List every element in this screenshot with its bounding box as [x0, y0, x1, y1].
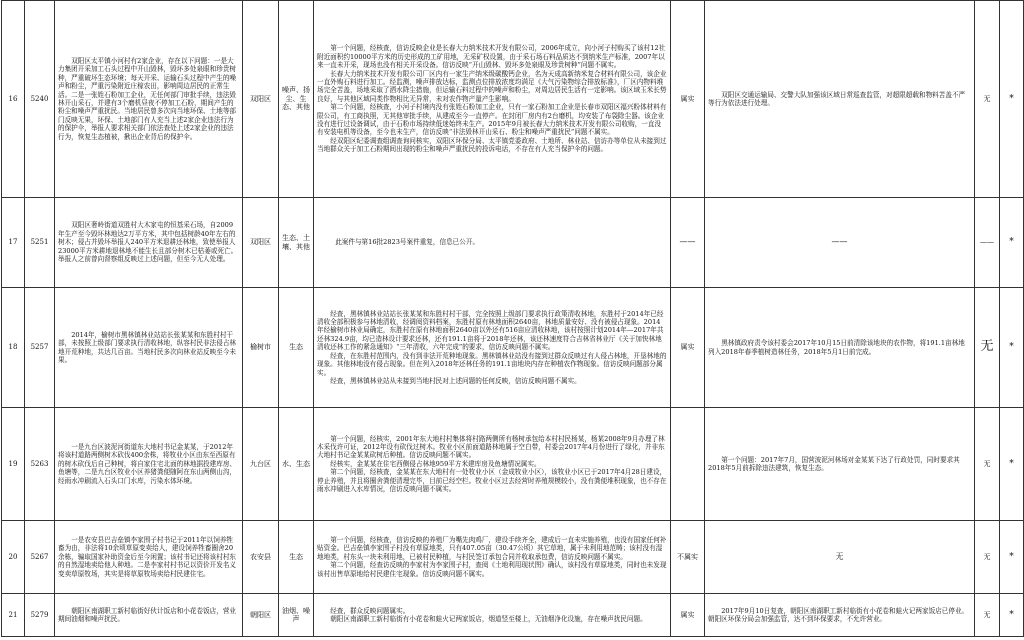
complaint-cell: [55, 1, 243, 198]
seq-cell: 16: [2, 1, 25, 198]
complaint-cell: [55, 288, 243, 408]
finding-paragraph: 朝阳区南湖职工新村临街有小花卷和蛙火记两家饭店，烟道竖至楼上，无油烟净化设施，存在噪声扰民问题。: [330, 615, 647, 623]
case-id-cell: 5240: [25, 1, 55, 198]
complaint-cell: [55, 198, 243, 288]
seq-cell: 19: [2, 408, 25, 521]
type-cell: 生态、土壤、其他: [279, 198, 314, 288]
mark-cell: *: [1000, 594, 1024, 637]
finding-paragraph: 经查，黑林镇林业站从未接到当地村民对上述问题的任何反映，信访反映问题不属实。: [330, 376, 581, 385]
finding-paragraph: 第一个问题，经核查，信访反映的养殖厂为嘴先肉鸡厂，建设手续齐全，建成后一直未实施养殖，也没有国家任何补贴资金。巴吉垒镇李家围子村没有草原地类，只有407.05亩（30.47公顷）其它草地，属于未利用地范畴；该村没有湿地地类，村东头一块未利用地，已被村民种植，与村民签订承包合同并收取承包费，信访反映问题不属实。: [317, 535, 667, 561]
handling-text: 第一个问题：2017年7月，国营波泥河林场对金某某下达了行政处罚，同时要求其2018年5月前拆除违法建筑，恢复生态。: [708, 455, 960, 472]
seq-cell: 18: [2, 288, 25, 408]
finding-paragraph: 第一个问题，经核实，2001年东大地村村集体将村路两侧所有杨树承包给本村村民杨某，杨某2008年9月办理了林木采伐许可证，2012年设有砍伐过树木。牧业小区前面道路林地属于空白带，村委会2017年4月份进行了绿化，并非东大地村书记金某某砍树后种植。信访反映问题不属实。: [317, 434, 665, 460]
table-row: [2, 521, 1024, 594]
type-cell: 噪声、扬尘、生态、其他: [279, 1, 314, 198]
accountability-cell: 无: [975, 408, 1000, 521]
accountability-cell: 无: [975, 288, 1000, 408]
verdict-cell: 不属实: [671, 521, 705, 594]
mark-cell: *: [1000, 198, 1024, 288]
complaint-text: 双阳区太平镇小河村有2家企业，存在以下问题：一是大力集团开采加工石头过程中开山毁林，毁坏多处泉眼和珍贵树种，严重破坏生态环境；每天开采、运输石头过程中产生的噪声和粉尘，严重污染附近庄稼农田，影响周边居民的正常生活。二是一张姓石粉加工企业，无任何部门审批手续，违法毁林开山采石，并建有3个磨机昼夜不停加工石粉，期间产生的粉尘和噪声严重扰民。当地居民曾多次向当地环保、土地等部门反映无果，环保、土地部门有人充当上述2家企业违法行为的保护伞，举报人要求相关部门依法查处上述2家企业的违法行为，恢复生态植被，揪出企业背后的保护伞。: [58, 56, 237, 141]
district-cell: 朝阳区: [243, 594, 279, 637]
handling-cell: [705, 594, 975, 637]
case-id-cell: 5267: [25, 521, 55, 594]
finding-paragraph: 经查，黑林镇林业站站长张某某和东胜村村干部，完全按照上级部门要求执行政策清收林地，东胜村于2014年已经清收全部积极参与林地清收，经调阅资料档案，东胜村原有林地面积2640亩，林地质量安好、没有被侵占现象。2014年经榆树市林业局确定，东胜村在原有林地面积2640亩以外还有516亩应清收林地，该村按照计划2014年—2017年共还林324.9亩，均已造林设计要求还林，还有191.1亩将于2018年还林，该还林速度符合吉林省林业厅《关于加快林地清收还林工作的紧急通知》“三年清收，六年完成”的要求，信访反映问题不属实。: [317, 309, 664, 352]
mark-cell: *: [1000, 408, 1024, 521]
handling-text: 双阳区交通运输局、交警大队加强该区域日常巡查监管，对超限超载和物料苫盖不严等行为依法进行处理。: [708, 90, 966, 107]
complaint-text: 双阳区奢岭街道双胜村大木家屯的恒基采石场，自2009年生产至今毁坏林地达2万平方米，其中包括树龄40年左右的树木；侵占并毁坏举报人240平方米退耕还林地，致使举报人23000平方米耕地退林地不能生长且部分树木已枯萎或死亡。举报人之前曾向督察组反映过上述问题，但至今无人处理。: [58, 221, 238, 264]
mark-cell: *: [1000, 288, 1024, 408]
verdict-cell: [671, 408, 705, 521]
finding-paragraph: 经双阳区纪委调查组调查询问核实，双阳区环保分局、太平镇党委政府、土地所、林业站、信访办等单位从未接到过当地群众关于加工石粉期间出现的粉尘和噪声严重扰民的投诉电话，不存在有人充当保护伞的问题。: [317, 136, 667, 154]
accountability-cell: 无: [975, 521, 1000, 594]
complaint-cell: [55, 408, 243, 521]
accountability-cell: 无: [975, 1, 1000, 198]
finding-paragraph: 经查，在东胜村范围内，没有到非法开荒种地现象。黑林镇林业站没有接到过群众反映过有人侵占林地，开垦林地的现象。其他林地没有侵占现象。但在列入2018年还林任务的191.1亩地块内存在种植农作物现象。信访反映问题部分属实。: [317, 351, 667, 377]
complaint-cell: [55, 594, 243, 637]
verdict-cell: 属实: [671, 594, 705, 637]
findings-cell: [314, 288, 671, 408]
district-cell: 九台区: [243, 408, 279, 521]
findings-cell: [314, 1, 671, 198]
finding-paragraph: 第二个问题，经核查，小河子村境内没有张姓石粉加工企业，只有一家石粉加工企业是长春市双阳区福兴粉体材料有限公司，有工商执照，无其他审批手续，从建成至今一直停产。在封闭厂房内有2台磨机，均安装了布袋除尘器。该企业没有进行过设备调试，由于石粉市场持续低迷始终未生产。2015年9月被长春大力纳米技术开发有限公司收购，一直没有安装电机等设备，至今也未生产，信访反映“非法毁林开山采石、粉尘和噪声严重扰民”问题不属实。: [317, 103, 667, 137]
seq-cell: 20: [2, 521, 25, 594]
complaint-cell: [55, 521, 243, 594]
mark-cell: *: [1000, 521, 1024, 594]
table-row: [2, 1, 1024, 198]
case-table: [1, 0, 1024, 637]
verdict-cell: 属实: [671, 288, 705, 408]
complaint-text: 2014年，榆树市黑林镇林业站站长张某某和东胜村村干部，未按照上级部门要求执行清收林地，纵容村民非法侵占林地开荒种地，共达几百亩。当地村民多次向林业站反映至今未果。: [58, 330, 237, 364]
handling-text: 2017年9月10日复查，朝阳区南湖职工新村临街有小花卷和蛙火记两家饭店已停业。朝阳区环保分局会加强监管，达不到环保要求，不允许营业。: [708, 606, 969, 623]
table-row: [2, 198, 1024, 288]
table-row: [2, 288, 1024, 408]
finding-paragraph: 第一个问题，经核查，信访反映企业是长春大力纳米技术开发有限公司，2006年成立，向小河子村购买了该村12社附近面积约10000平方米的历史形成的工矿用地，无采矿权设置，由于采石场石料品质达不到纳米生产标准，2007年以来一直未开采，现场也没有相关开采设备。信访反映“开山毁林、毁坏多处泉眼及珍贵树种”问题不属实。: [317, 44, 666, 70]
finding-paragraph: 此案件与第16批2823号案件重复，信息已公开。: [335, 238, 480, 247]
complaint-text: 朝阳区南湖职工新村临街好伙计饭店和小花卷饭店，营业期间油烟和噪声扰民。: [58, 606, 237, 623]
case-id-cell: 5251: [25, 198, 55, 288]
handling-text: 黑林镇政府责令该村委会2017年10月15日前清除该地块的农作物，将191.1亩林地列入2018年春季植树造林任务，2018年5月1日前完成。: [708, 339, 965, 356]
finding-paragraph: 长春大力纳米技术开发有限公司厂区内有一家生产纳米级碳酸钙企业，名为天成高新纳米复合材料有限公司，该企业一直外购石料进行加工。经监测，噪声排放达标，监测点位排放浓度均满足《大气污染物综合排放标准》，厂区内物料堆场完全苫盖，场地采取了洒水降尘措施，但运输石料过程中的噪声和粉尘，对周边居民生活有一定影响。该区域玉米长势良好，与其他区域同类作物相比无异常，未对农作物产量产生影响。: [317, 69, 667, 103]
findings-cell: [314, 521, 671, 594]
table-row: [2, 594, 1024, 637]
type-cell: 油烟、噪声: [279, 594, 314, 637]
handling-cell: [705, 408, 975, 521]
district-cell: 双阳区: [243, 1, 279, 198]
complaint-text: 一是农安县巴吉垒镇李家围子村书记于2011年以饲养牲畜为由，非法将10余顷草原变卖给人，建设饲养牲畜圈舍20余栋，骗取国家补助资金后至今闲置；该村书记还将该村村东的自然湿地卖给他人种地。二是李家村村书记以资价开发名义变卖草原牧场，其实是将草原牧场卖给村民建住宅。: [58, 535, 237, 578]
verdict-cell: ——: [671, 198, 705, 288]
case-id-cell: 5263: [25, 408, 55, 521]
finding-paragraph: 经核实，金某某在住宅西侧侵占林地959平方米建库房及鱼塘情况属实。: [330, 459, 541, 468]
verdict-cell: 属实: [671, 1, 705, 198]
handling-text: ——: [831, 237, 848, 247]
case-id-cell: 5279: [25, 594, 55, 637]
type-cell: 水、生态: [279, 408, 314, 521]
accountability-cell: ——: [975, 198, 1000, 288]
accountability-cell: 无: [975, 594, 1000, 637]
finding-paragraph: 第二个问题，经查访反映的李家村为李家围子村，查阅《土地利用现状图》确认，该村没有草原地类，同时也未发现该村出售草原地给村民建住宅现象。信访反映问题不属实。: [317, 561, 667, 578]
handling-cell: [705, 288, 975, 408]
case-id-cell: 5257: [25, 288, 55, 408]
complaint-text: 一是九台区波泥河街道东大地村书记金某某，于2012年将该村道路两侧树木砍伐400余株，将牧业小区由东至西原有的树木砍伐后自己种树，将自家住宅北面的林地据投建库房、鱼塘等，二是九台区牧业小区养猪粪便随阿在东山两侧山沟，经雨水冲刷流入石头口门水库，污染水体环境。: [58, 442, 237, 485]
findings-cell: [314, 408, 671, 521]
handling-text: 无: [835, 551, 844, 561]
finding-paragraph: 经查，群众反映问题属实。: [330, 606, 410, 615]
district-cell: 农安县: [243, 521, 279, 594]
findings-cell: [314, 594, 671, 637]
seq-cell: 21: [2, 594, 25, 637]
mark-cell: *: [1000, 1, 1024, 198]
type-cell: 生态: [279, 288, 314, 408]
handling-cell: [705, 198, 975, 288]
findings-cell: [314, 198, 671, 288]
type-cell: 生态: [279, 521, 314, 594]
table-row: [2, 408, 1024, 521]
district-cell: 榆树市: [243, 288, 279, 408]
finding-paragraph: 第二个问题，经核查，金某某在东大地村有一处牧业小区（金成牧业小区），该牧业小区已于2017年4月28日建设，停止养殖，并且将圈舍粪便清理完毕，目前已经空栏。牧业小区过去经营时养殖规模较小，没有粪便堆积现象，也不存在雨水冲刷进入水库情况，信访反映问题不属实。: [317, 468, 667, 494]
district-cell: 双阳区: [243, 198, 279, 288]
seq-cell: 17: [2, 198, 25, 288]
handling-cell: [705, 1, 975, 198]
handling-cell: [705, 521, 975, 594]
